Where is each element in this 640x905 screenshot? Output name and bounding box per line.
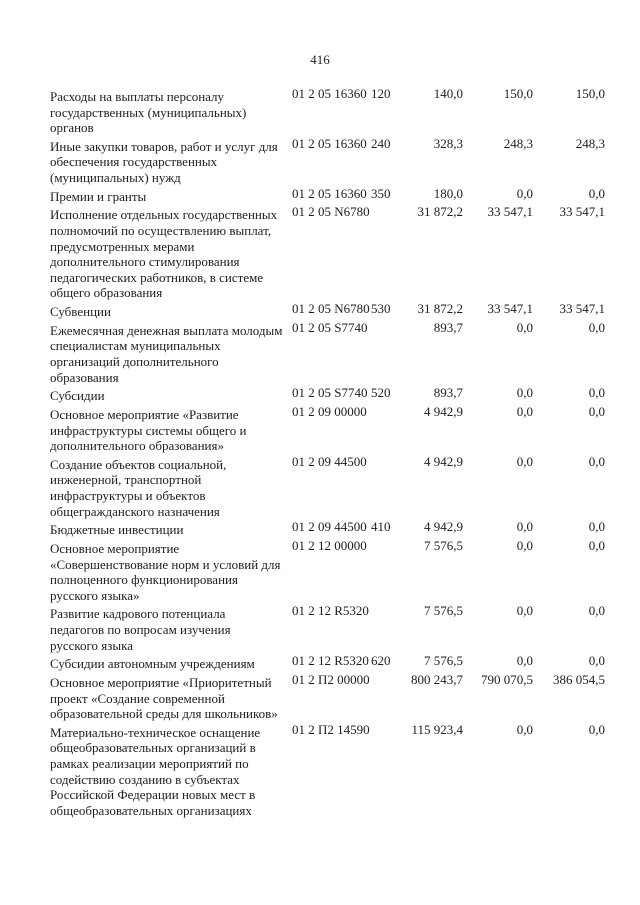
row-name-line: Расходы на выплаты персоналу xyxy=(50,89,225,104)
amount-year-1: 328,3 xyxy=(433,135,463,151)
row-name xyxy=(50,457,290,519)
row-name-line: общеобразовательных организациях xyxy=(50,802,252,818)
row-name-line: Ежемесячная денежная выплата молодым xyxy=(50,322,283,338)
row-name-line: предусмотренных мерами xyxy=(50,238,195,254)
row-name-line: Создание объектов социальной, xyxy=(50,456,227,472)
amount-year-3: 0,0 xyxy=(588,721,605,737)
amount-year-1: 7 576,5 xyxy=(424,603,463,619)
row-name xyxy=(50,522,290,538)
row-name-line: Премии и гранты xyxy=(50,188,147,204)
amount-year-1: 4 942,9 xyxy=(424,403,463,419)
table-row xyxy=(0,537,640,603)
row-name-line: педагогов по вопросам изучения xyxy=(50,622,231,638)
budget-table xyxy=(0,86,640,822)
amount-year-2: 0,0 xyxy=(516,319,533,335)
row-name-line: специалистам муниципальных xyxy=(50,338,221,354)
row-name-line: (муниципальных) нужд xyxy=(50,170,181,186)
amount-year-3: 0,0 xyxy=(588,519,605,535)
amount-year-2: 33 547,1 xyxy=(487,301,533,317)
table-row xyxy=(0,653,640,672)
amount-year-1: 7 576,5 xyxy=(424,653,463,669)
target-code: 01 2 12 R5320 xyxy=(292,603,369,619)
row-name-line: Основное мероприятие «Приоритетный xyxy=(50,675,272,690)
amount-year-2: 33 547,1 xyxy=(487,204,533,220)
table-row xyxy=(0,185,640,205)
target-code: 01 2 12 00000 xyxy=(292,537,367,553)
table-row xyxy=(0,301,640,320)
row-name-line: Бюджетные инвестиции xyxy=(50,522,184,538)
table-row xyxy=(0,204,640,301)
row-name-line: общегражданского назначения xyxy=(50,503,220,519)
target-code: 01 2 12 R5320 xyxy=(292,653,369,669)
row-name xyxy=(50,656,290,672)
row-name xyxy=(50,407,290,454)
row-name-line: образовательной среды для школьников» xyxy=(50,706,278,722)
amount-year-3: 0,0 xyxy=(588,385,605,401)
amount-year-1: 31 872,2 xyxy=(417,301,463,317)
amount-year-3: 0,0 xyxy=(588,185,605,201)
target-code: 01 2 05 16360 xyxy=(292,185,367,201)
target-code: 01 2 05 N6780 xyxy=(292,301,370,317)
row-name xyxy=(50,725,290,819)
target-code: 01 2 09 44500 xyxy=(292,519,367,535)
amount-year-3: 0,0 xyxy=(588,653,605,669)
amount-year-1: 893,7 xyxy=(433,319,463,335)
table-row xyxy=(0,135,640,186)
row-name-line: «Совершенствование норм и условий для xyxy=(50,556,281,572)
table-row xyxy=(0,453,640,519)
amount-year-1: 31 872,2 xyxy=(417,204,463,220)
table-row xyxy=(0,319,640,385)
page-number: 416 xyxy=(310,52,330,67)
row-name xyxy=(50,675,290,722)
row-name xyxy=(50,541,290,603)
row-name xyxy=(50,207,290,301)
amount-year-1: 115 923,4 xyxy=(411,721,463,737)
amount-year-1: 4 942,9 xyxy=(424,453,463,469)
target-code: 01 2 05 S7740 xyxy=(292,319,368,335)
amount-year-2: 0,0 xyxy=(516,403,533,419)
row-name-line: органов xyxy=(50,120,94,136)
table-row xyxy=(0,385,640,404)
row-name-line: рамках реализации мероприятий по xyxy=(50,756,249,772)
row-name-line: дополнительного стимулирования xyxy=(50,254,240,270)
row-name-line: содействию созданию в субъектах xyxy=(50,771,240,787)
row-name-line: полноценного функционирования xyxy=(50,572,238,588)
expense-type-code: 350 xyxy=(371,185,391,201)
amount-year-3: 0,0 xyxy=(588,603,605,619)
row-name xyxy=(50,89,290,136)
amount-year-2: 0,0 xyxy=(516,603,533,619)
amount-year-3: 0,0 xyxy=(588,403,605,419)
table-row xyxy=(0,403,640,454)
row-name xyxy=(50,323,290,385)
expense-type-code: 240 xyxy=(371,135,391,151)
amount-year-1: 140,0 xyxy=(433,86,463,101)
table-row xyxy=(0,672,640,722)
amount-year-1: 4 942,9 xyxy=(424,519,463,535)
target-code: 01 2 05 16360 xyxy=(292,135,367,151)
amount-year-1: 800 243,7 xyxy=(411,672,463,687)
amount-year-1: 7 576,5 xyxy=(424,537,463,553)
row-name xyxy=(50,189,290,205)
row-name-line: русского языка xyxy=(50,637,134,653)
row-name-line: Основное мероприятие xyxy=(50,540,180,556)
row-name xyxy=(50,606,290,653)
amount-year-2: 0,0 xyxy=(516,385,533,401)
amount-year-2: 0,0 xyxy=(516,453,533,469)
target-code: 01 2 05 S7740 xyxy=(292,385,368,401)
row-name-line: Субвенции xyxy=(50,304,111,320)
row-name xyxy=(50,304,290,320)
row-name-line: инфраструктуры и объектов xyxy=(50,488,206,503)
expense-type-code: 530 xyxy=(371,301,391,317)
row-name-line: Развитие кадрового потенциала xyxy=(50,606,226,622)
row-name-line: обеспечения государственных xyxy=(50,154,218,170)
row-name-line: организаций дополнительного xyxy=(50,353,219,369)
target-code: 01 2 09 00000 xyxy=(292,403,367,419)
amount-year-2: 0,0 xyxy=(516,185,533,201)
amount-year-3: 150,0 xyxy=(575,86,605,101)
expense-type-code: 620 xyxy=(371,653,391,669)
amount-year-3: 0,0 xyxy=(588,319,605,335)
table-row xyxy=(0,603,640,653)
row-name-line: русского языка» xyxy=(50,587,140,603)
amount-year-3: 248,3 xyxy=(575,135,605,151)
target-code: 01 2 П2 00000 xyxy=(292,672,370,687)
table-row xyxy=(0,86,640,136)
expense-type-code: 520 xyxy=(371,385,391,401)
row-name-line: инженерной, транспортной xyxy=(50,472,202,488)
row-name-line: Основное мероприятие «Развитие xyxy=(50,406,239,422)
amount-year-3: 33 547,1 xyxy=(559,204,605,220)
expense-type-code: 410 xyxy=(371,519,391,535)
amount-year-2: 0,0 xyxy=(516,519,533,535)
amount-year-2: 150,0 xyxy=(503,86,533,101)
row-name xyxy=(50,388,290,404)
amount-year-3: 33 547,1 xyxy=(559,301,605,317)
target-code: 01 2 05 N6780 xyxy=(292,204,370,220)
table-row xyxy=(0,519,640,538)
amount-year-2: 248,3 xyxy=(503,135,533,151)
target-code: 01 2 05 16360 xyxy=(292,86,367,101)
amount-year-2: 790 070,5 xyxy=(481,672,533,687)
row-name-line: Субсидии автономным учреждениям xyxy=(50,656,255,672)
amount-year-3: 0,0 xyxy=(588,453,605,469)
row-name-line: полномочий по осуществлению выплат, xyxy=(50,223,272,239)
row-name-line: дополнительного образования» xyxy=(50,438,224,454)
row-name-line: государственных (муниципальных) xyxy=(50,104,247,120)
amount-year-2: 0,0 xyxy=(516,653,533,669)
amount-year-3: 386 054,5 xyxy=(553,672,605,687)
row-name-line: общеобразовательных организаций в xyxy=(50,740,256,756)
amount-year-3: 0,0 xyxy=(588,537,605,553)
row-name xyxy=(50,139,290,186)
row-name-line: проект «Создание современной xyxy=(50,690,225,706)
row-name-line: Материально-техническое оснащение xyxy=(50,724,261,740)
target-code: 01 2 П2 14590 xyxy=(292,721,370,737)
row-name-line: Российской Федерации новых мест в xyxy=(50,787,256,803)
amount-year-1: 180,0 xyxy=(433,185,463,201)
row-name-line: Исполнение отдельных государственных xyxy=(50,207,278,223)
row-name-line: Иные закупки товаров, работ и услуг для xyxy=(50,138,278,154)
amount-year-2: 0,0 xyxy=(516,721,533,737)
row-name-line: инфраструктуры системы общего и xyxy=(50,422,247,438)
row-name-line: Субсидии xyxy=(50,388,105,404)
amount-year-1: 893,7 xyxy=(433,385,463,401)
target-code: 01 2 09 44500 xyxy=(292,453,367,469)
expense-type-code: 120 xyxy=(371,86,391,101)
table-row xyxy=(0,721,640,819)
row-name-line: общего образования xyxy=(50,285,163,301)
row-name-line: образования xyxy=(50,369,119,385)
row-name-line: педагогических работников, в системе xyxy=(50,269,264,285)
amount-year-2: 0,0 xyxy=(516,537,533,553)
